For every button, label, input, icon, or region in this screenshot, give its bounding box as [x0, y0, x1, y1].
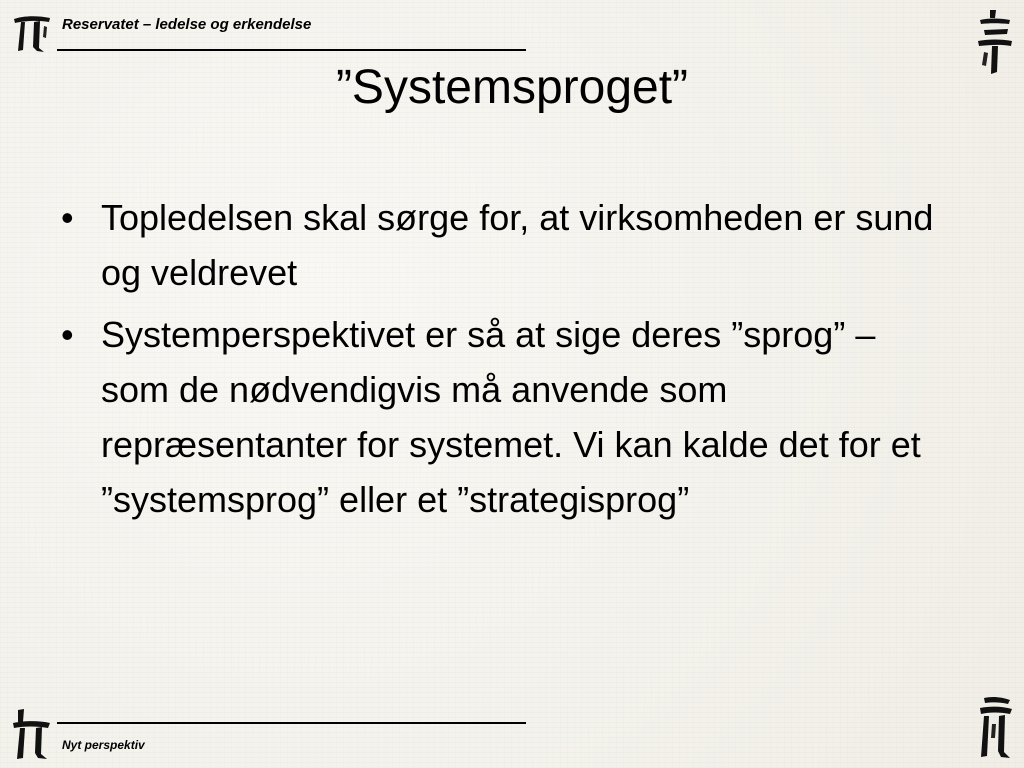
- bullet-marker: •: [61, 314, 74, 355]
- brush-glyph-bottom-right-icon: [972, 694, 1016, 762]
- footer-divider: [57, 722, 526, 724]
- brush-glyph-top-left-icon: [10, 10, 54, 54]
- bullet-text: Topledelsen skal sørge for, at virksomheden er sund og veldrevet: [101, 197, 934, 293]
- bullet-marker: •: [61, 197, 74, 238]
- bullet-item: [55, 190, 935, 300]
- header-divider: [57, 49, 526, 51]
- bullet-list: [55, 190, 935, 534]
- bullet-text: Systemperspektivet er så at sige deres ”sprog” – som de nødvendigvis må anvende som repræsentanter for systemet. Vi kan kalde det for et ”systemsprog” eller et ”strategisprog”: [101, 314, 921, 520]
- header-text: Reservatet – ledelse og erkendelse: [62, 16, 312, 33]
- footer-text: Nyt perspektiv: [62, 738, 145, 752]
- bullet-item: [55, 307, 935, 527]
- slide-title: ”Systemsproget”: [335, 61, 689, 114]
- brush-glyph-bottom-left-icon: [10, 706, 54, 762]
